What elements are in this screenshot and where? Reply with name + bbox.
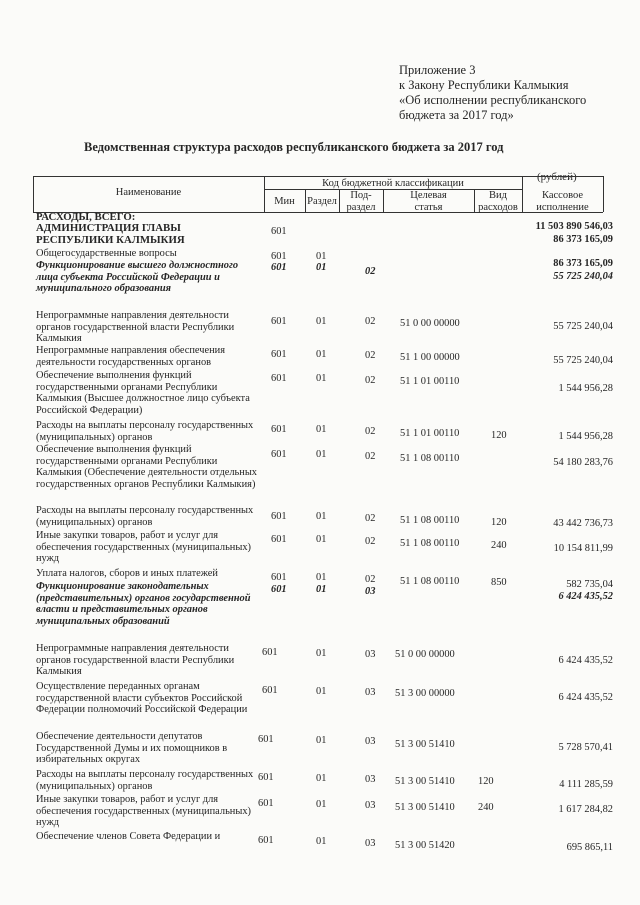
row-razdel: 01 xyxy=(316,349,327,360)
row-razdel: 01 xyxy=(316,584,327,595)
row-amount: 55 725 240,04 xyxy=(553,321,613,332)
row-podrazdel: 03 xyxy=(365,838,376,849)
row-name: Расходы на выплаты персоналу государственных (муниципальных) органов xyxy=(36,505,254,528)
row-min: 601 xyxy=(271,349,287,360)
row-target-article: 51 3 00 51410 xyxy=(395,802,455,813)
row-razdel: 01 xyxy=(316,251,327,262)
row-podrazdel: 02 xyxy=(365,316,376,327)
row-min: 601 xyxy=(271,534,287,545)
row-podrazdel: 02 xyxy=(365,375,376,386)
row-target-article: 51 1 01 00110 xyxy=(400,428,460,439)
row-target-article: 51 3 00 51420 xyxy=(395,840,455,851)
annex-line-3: «Об исполнении республиканского xyxy=(399,93,587,107)
row-expense-type: 120 xyxy=(478,776,494,787)
row-name: Иные закупки товаров, работ и услуг для обеспечения государственных (муниципальных) нужд xyxy=(36,794,252,829)
row-target-article: 51 1 08 00110 xyxy=(400,538,460,549)
row-min: 601 xyxy=(271,424,287,435)
row-podrazdel: 02 xyxy=(365,536,376,547)
row-razdel: 01 xyxy=(316,316,327,327)
row-expense-type: 120 xyxy=(491,430,507,441)
row-min: 601 xyxy=(258,798,274,809)
row-min: 601 xyxy=(258,734,274,745)
row-amount: 582 735,04 xyxy=(566,579,613,590)
row-name: Расходы на выплаты персоналу государственных (муниципальных) органов xyxy=(36,769,254,792)
row-min: 601 xyxy=(262,685,278,696)
row-razdel: 01 xyxy=(316,686,327,697)
row-amount: 55 725 240,04 xyxy=(553,271,613,282)
row-name: Функционирование высшего должностного лица субъекта Российской Федерации и муниципального образования xyxy=(36,260,239,295)
row-min: 601 xyxy=(271,226,287,237)
row-name: Обеспечение выполнения функций государственными органами Республики Калмыкия (Обеспечение деятельности отдельных государственных органов Республики Калмыкия) xyxy=(36,444,258,491)
row-name: Осуществление переданных органам государственной власти субъектов Российской Федерации полномочий Российской Федерации xyxy=(36,681,248,716)
row-name: Непрограммные направления обеспечения деятельности государственных органов xyxy=(36,345,225,368)
row-name: АДМИНИСТРАЦИЯ ГЛАВЫ РЕСПУБЛИКИ КАЛМЫКИЯ xyxy=(36,222,185,246)
row-podrazdel: 03 xyxy=(365,774,376,785)
row-amount: 55 725 240,04 xyxy=(553,355,613,366)
unit-label: (рублей) xyxy=(537,171,577,183)
row-min: 601 xyxy=(258,835,274,846)
row-amount: 11 503 890 546,03 xyxy=(535,221,613,232)
row-razdel: 01 xyxy=(316,799,327,810)
row-min: 601 xyxy=(262,647,278,658)
row-min: 601 xyxy=(271,251,287,262)
header-target-article: Целевая статья xyxy=(410,190,447,213)
row-amount: 6 424 435,52 xyxy=(558,655,613,666)
row-target-article: 51 0 00 00000 xyxy=(395,649,455,660)
row-podrazdel: 03 xyxy=(365,736,376,747)
row-expense-type: 120 xyxy=(491,517,507,528)
row-min: 601 xyxy=(258,772,274,783)
row-name: Обеспечение выполнения функций государственными органами Республики Калмыкия (Высшее должностное лицо субъекта Российской Федерации) xyxy=(36,370,250,417)
document-title: Ведомственная структура расходов республиканского бюджета за 2017 год xyxy=(84,140,504,154)
row-razdel: 01 xyxy=(316,511,327,522)
header-razdel: Раздел xyxy=(307,196,337,207)
row-podrazdel: 02 xyxy=(365,574,376,585)
row-min: 601 xyxy=(271,511,287,522)
row-target-article: 51 1 01 00110 xyxy=(400,376,460,387)
row-target-article: 51 1 08 00110 xyxy=(400,453,460,464)
row-expense-type: 240 xyxy=(478,802,494,813)
annex-line-2: к Закону Республики Калмыкия xyxy=(399,78,569,92)
row-razdel: 01 xyxy=(316,836,327,847)
header-cash-execution: Кассовое исполнение xyxy=(536,190,589,213)
row-amount: 6 424 435,52 xyxy=(558,591,613,602)
header-name: Наименование xyxy=(115,187,182,198)
row-name: Общегосударственные вопросы xyxy=(36,248,177,259)
row-name: РАСХОДЫ, ВСЕГО: xyxy=(36,211,136,223)
row-min: 601 xyxy=(271,262,287,273)
header-code-group: Код бюджетной классификации xyxy=(322,178,464,189)
row-amount: 43 442 736,73 xyxy=(553,518,613,529)
row-podrazdel: 02 xyxy=(365,513,376,524)
row-min: 601 xyxy=(271,572,287,583)
row-podrazdel: 02 xyxy=(365,451,376,462)
row-razdel: 01 xyxy=(316,449,327,460)
row-razdel: 01 xyxy=(316,773,327,784)
row-amount: 86 373 165,09 xyxy=(553,234,613,245)
row-target-article: 51 1 08 00110 xyxy=(400,576,460,587)
row-amount: 1 544 956,28 xyxy=(558,431,613,442)
row-razdel: 01 xyxy=(316,424,327,435)
row-name: Функционирование законодательных (представительных) органов государственной власти и представительных органов муниципальных образований xyxy=(36,581,251,628)
row-expense-type: 850 xyxy=(491,577,507,588)
row-amount: 86 373 165,09 xyxy=(553,258,613,269)
row-razdel: 01 xyxy=(316,534,327,545)
row-name: Обеспечение деятельности депутатов Государственной Думы и их помощников в избирательных округах xyxy=(36,731,228,766)
row-target-article: 51 3 00 51410 xyxy=(395,776,455,787)
row-target-article: 51 1 08 00110 xyxy=(400,515,460,526)
annex-line-4: бюджета за 2017 год» xyxy=(399,108,514,122)
row-podrazdel: 02 xyxy=(365,350,376,361)
row-target-article: 51 3 00 00000 xyxy=(395,688,455,699)
row-razdel: 01 xyxy=(316,735,327,746)
row-razdel: 01 xyxy=(316,572,327,583)
row-min: 601 xyxy=(271,584,287,595)
header-expense-type: Вид расходов xyxy=(478,190,518,213)
row-amount: 1 544 956,28 xyxy=(558,383,613,394)
row-amount: 10 154 811,99 xyxy=(553,543,613,554)
row-name: Расходы на выплаты персоналу государственных (муниципальных) органов xyxy=(36,420,254,443)
annex-line-1: Приложение 3 xyxy=(399,63,476,77)
row-target-article: 51 0 00 00000 xyxy=(400,318,460,329)
row-razdel: 01 xyxy=(316,262,327,273)
row-podrazdel: 03 xyxy=(365,649,376,660)
row-razdel: 01 xyxy=(316,373,327,384)
row-amount: 6 424 435,52 xyxy=(558,692,613,703)
row-min: 601 xyxy=(271,316,287,327)
row-name: Непрограммные направления деятельности органов государственной власти Республики Калмыкия xyxy=(36,310,235,345)
row-amount: 695 865,11 xyxy=(566,842,613,853)
row-amount: 5 728 570,41 xyxy=(558,742,613,753)
row-name: Непрограммные направления деятельности органов государственной власти Республики Калмыкия xyxy=(36,643,235,678)
row-podrazdel: 03 xyxy=(365,800,376,811)
row-name: Уплата налогов, сборов и иных платежей xyxy=(36,568,218,579)
header-podrazdel: Под- раздел xyxy=(346,190,376,213)
header-min: Мин xyxy=(274,196,295,207)
row-amount: 54 180 283,76 xyxy=(553,457,613,468)
row-expense-type: 240 xyxy=(491,540,507,551)
row-target-article: 51 3 00 51410 xyxy=(395,739,455,750)
row-razdel: 01 xyxy=(316,648,327,659)
row-name: Обеспечение членов Совета Федерации и xyxy=(36,831,221,842)
annex-block xyxy=(399,63,586,123)
row-name: Иные закупки товаров, работ и услуг для обеспечения государственных (муниципальных) нужд xyxy=(36,530,252,565)
row-podrazdel: 03 xyxy=(365,586,376,597)
row-min: 601 xyxy=(271,373,287,384)
row-target-article: 51 1 00 00000 xyxy=(400,352,460,363)
row-amount: 4 111 285,59 xyxy=(559,779,613,790)
row-amount: 1 617 284,82 xyxy=(558,804,613,815)
row-podrazdel: 02 xyxy=(365,426,376,437)
row-min: 601 xyxy=(271,449,287,460)
row-podrazdel: 03 xyxy=(365,687,376,698)
row-podrazdel: 02 xyxy=(365,266,376,277)
